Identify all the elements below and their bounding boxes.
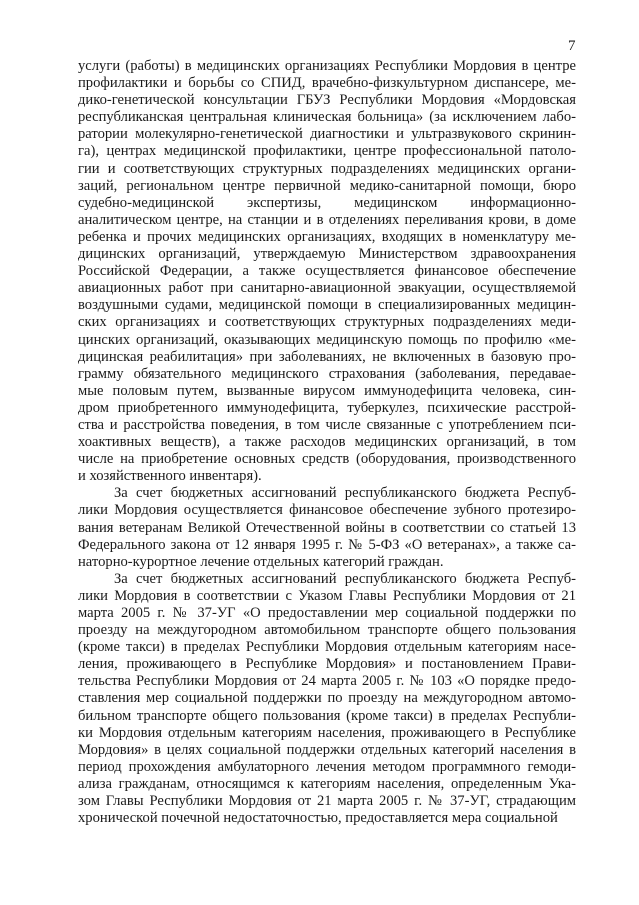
text-line: республиканская центральная клиническая больница» (за исключением лабо- — [78, 109, 576, 126]
text-line: Мордовия» в целях социальной поддержки отдельных категорий населения в — [78, 741, 576, 758]
text-line: авиационных работ при санитарно-авиационной эвакуации, осуществляемой — [78, 280, 576, 297]
text-line: гии и соответствующих структурных подразделениях медицинских органи- — [78, 160, 576, 177]
text-line: проезду на междугородном автомобильном транспорте общего пользования — [78, 622, 576, 639]
text-line: За счет бюджетных ассигнований республиканского бюджета Респуб- — [114, 570, 576, 587]
text-line: и хозяйственного инвентаря). — [78, 468, 262, 485]
text-line: дром приобретенного иммунодефицита, туберкулез, психические расстрой- — [78, 399, 576, 416]
text-line: Российской Федерации, а также осуществляется финансовое обеспечение — [78, 263, 576, 280]
text-line: Федерального закона от 12 января 1995 г. № 5-ФЗ «О ветеранах», а также са- — [78, 536, 576, 553]
text-line: хоактивных веществ), а также расходов медицинских организаций, в том — [78, 434, 576, 451]
text-line: ства и расстройства поведения, в том числе связанные с употреблением пси- — [78, 416, 576, 433]
paragraph — [78, 485, 576, 570]
text-line: За счет бюджетных ассигнований республиканского бюджета Респуб- — [114, 485, 576, 502]
text-line: дико-генетической консультации ГБУЗ Республики Мордовия «Мордовская — [78, 92, 576, 109]
text-line: воздушными судами, медицинской помощи в специализированных медицин- — [78, 297, 576, 314]
text-line: аналитическом центре, на станции и в отделениях переливания крови, в доме — [78, 211, 576, 228]
text-line: га), центрах медицинской профилактики, центре профессиональной патоло- — [78, 143, 576, 160]
document-body — [78, 58, 576, 827]
text-line: ализа гражданам, относящимся к категориям населения, определенным Ука- — [78, 775, 576, 792]
text-line: лики Мордовия в соответствии с Указом Главы Республики Мордовия от 21 — [78, 587, 576, 604]
text-line: дицинских организаций, утверждаемую Министерством здравоохранения — [78, 246, 576, 263]
text-line: лики Мордовия осуществляется финансовое обеспечение зубного протезиро- — [78, 502, 576, 519]
text-line: ратории молекулярно-генетической диагностики и ультразвукового скринин- — [78, 126, 576, 143]
text-line: период прохождения амбулаторного лечения методом программного гемоди- — [78, 758, 576, 775]
text-line: ставления мер социальной поддержки по проезду на междугородном автомо- — [78, 690, 576, 707]
text-line: ки Мордовия отдельным категориям населения, проживающего в Республике — [78, 724, 576, 741]
paragraph — [78, 571, 576, 827]
text-line: бильном транспорте общего пользования (кроме такси) в пределах Республи- — [78, 707, 576, 724]
text-line: наторно-курортное лечение отдельных категорий граждан. — [78, 553, 444, 570]
text-line: цинских организаций, оказывающих медицинскую помощь по профилю «ме- — [78, 331, 576, 348]
text-line: хронической почечной недостаточностью, предоставляется мера социальной — [78, 810, 558, 827]
text-line: (кроме такси) в пределах Республики Мордовия отдельным категориям насе- — [78, 639, 576, 656]
text-line: тельства Республики Мордовия от 24 марта 2005 г. № 103 «О порядке предо- — [78, 673, 576, 690]
text-line: услуги (работы) в медицинских организациях Республики Мордовия в центре — [78, 58, 576, 74]
text-line: ления, проживающего в Республике Мордовия» и постановлением Прави- — [78, 656, 576, 673]
text-line: грамму обязательного медицинского страхования (заболевания, передавае- — [78, 365, 576, 382]
text-line: заций, региональном центре первичной медико-санитарной помощи, бюро — [78, 177, 576, 194]
text-line: ребенка и прочих медицинских организациях, входящих в номенклатуру ме- — [78, 228, 576, 245]
text-line: профилактики и борьбы со СПИД, врачебно-физкультурном диспансере, ме- — [78, 75, 576, 92]
paragraph — [78, 58, 576, 485]
text-line: дицинская реабилитация» при заболеваниях, не включенных в базовую про- — [78, 348, 576, 365]
text-line: марта 2005 г. № 37-УГ «О предоставлении мер социальной поддержки по — [78, 605, 576, 621]
page-number: 7 — [568, 38, 576, 54]
text-line: зом Главы Республики Мордовия от 21 марта 2005 г. № 37-УГ, страдающим — [78, 793, 576, 810]
text-line: судебно-медицинской экспертизы, медицинском информационно- — [78, 194, 576, 211]
text-line: ских организациях и соответствующих структурных подразделениях меди- — [78, 314, 576, 331]
text-line: вания ветеранам Великой Отечественной войны в соответствии со статьей 13 — [78, 519, 576, 536]
text-line: числе на приобретение основных средств (оборудования, производственного — [78, 451, 576, 468]
text-line: мые половым путем, вызванные вирусом иммунодефицита человека, син- — [78, 382, 576, 399]
